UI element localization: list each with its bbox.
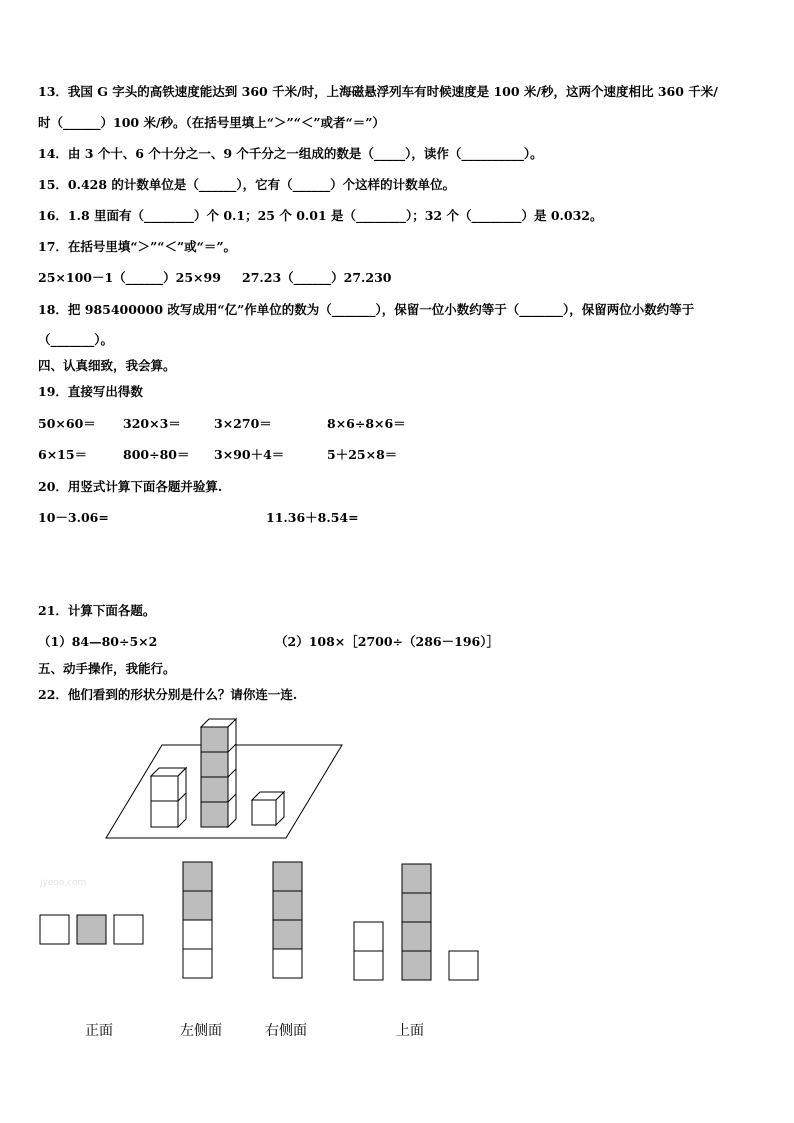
q19-row2-item-4: 5＋25×8＝ [327, 447, 398, 462]
question-21: 21．计算下面各题。 [38, 603, 156, 618]
question-13-line-1: 13．我国 G 字头的高铁速度能达到 360 千米/时，上海磁悬浮列车有时候速度是 100 米/秒，这两个速度相比 360 千米/ [38, 84, 718, 99]
right-side-view [273, 862, 302, 978]
question-18-line-1: 18．把 985400000 改写成用“亿”作单位的数为（_______），保留一位小数约等于（_______），保留两位小数约等于 [38, 302, 695, 317]
question-22: 22．他们看到的形状分别是什么？请你连一连. [38, 687, 298, 702]
question-20: 20．用竖式计算下面各题并验算. [38, 479, 223, 494]
watermark: jyeoo.com [40, 878, 87, 888]
question-17-part-a: 25×100－1（______）25×99 [38, 270, 221, 285]
section-4-heading: 四、认真细致，我会算。 [38, 358, 176, 373]
question-17-part-b: 27.23（______）27.230 [242, 270, 392, 285]
question-20-part-a: 10－3.06= [38, 510, 109, 525]
question-16: 16．1.8 里面有（________）个 0.1；25 个 0.01 是（________）；32 个（________）是 0.032。 [38, 208, 603, 223]
question-20-part-b: 11.36＋8.54= [266, 510, 359, 525]
question-18-line-2: （_______）。 [38, 332, 114, 347]
q19-row1-item-2: 320×3＝ [123, 416, 181, 431]
label-front-view: 正面 [85, 1023, 113, 1039]
cube-stack-two [151, 768, 186, 827]
cube-single [252, 792, 284, 825]
q19-row1-item-3: 3×270＝ [214, 416, 272, 431]
question-14: 14．由 3 个十、6 个十分之一、9 个千分之一组成的数是（_____），读作（__________）。 [38, 146, 543, 161]
question-21-part-1: （1）84—80÷5×2 [38, 634, 158, 649]
cube-stack-four [201, 719, 236, 827]
question-13-line-2: 时（______）100 米/秒。（在括号里填上“＞”“＜”或者“＝”） [38, 115, 385, 130]
left-side-view [183, 862, 212, 978]
top-view [354, 864, 478, 980]
question-19: 19．直接写出得数 [38, 384, 143, 399]
q19-row2-item-2: 800÷80＝ [123, 447, 190, 462]
front-view [40, 915, 143, 944]
question-17: 17．在括号里填“＞”“＜”或“＝”。 [38, 239, 237, 254]
section-5-heading: 五、动手操作，我能行。 [38, 661, 176, 676]
label-top-view: 上面 [396, 1023, 424, 1039]
label-left-side-view: 左侧面 [180, 1023, 222, 1039]
q19-row1-item-1: 50×60＝ [38, 416, 96, 431]
q19-row2-item-3: 3×90＋4＝ [214, 447, 285, 462]
label-right-side-view: 右侧面 [265, 1023, 307, 1039]
q19-row2-item-1: 6×15＝ [38, 447, 88, 462]
q19-row1-item-4: 8×6÷8×6＝ [327, 416, 406, 431]
question-21-part-2: （2）108×［2700÷（286－196）］ [275, 634, 499, 649]
question-15: 15．0.428 的计数单位是（______），它有（______）个这样的计数单位。 [38, 177, 456, 192]
